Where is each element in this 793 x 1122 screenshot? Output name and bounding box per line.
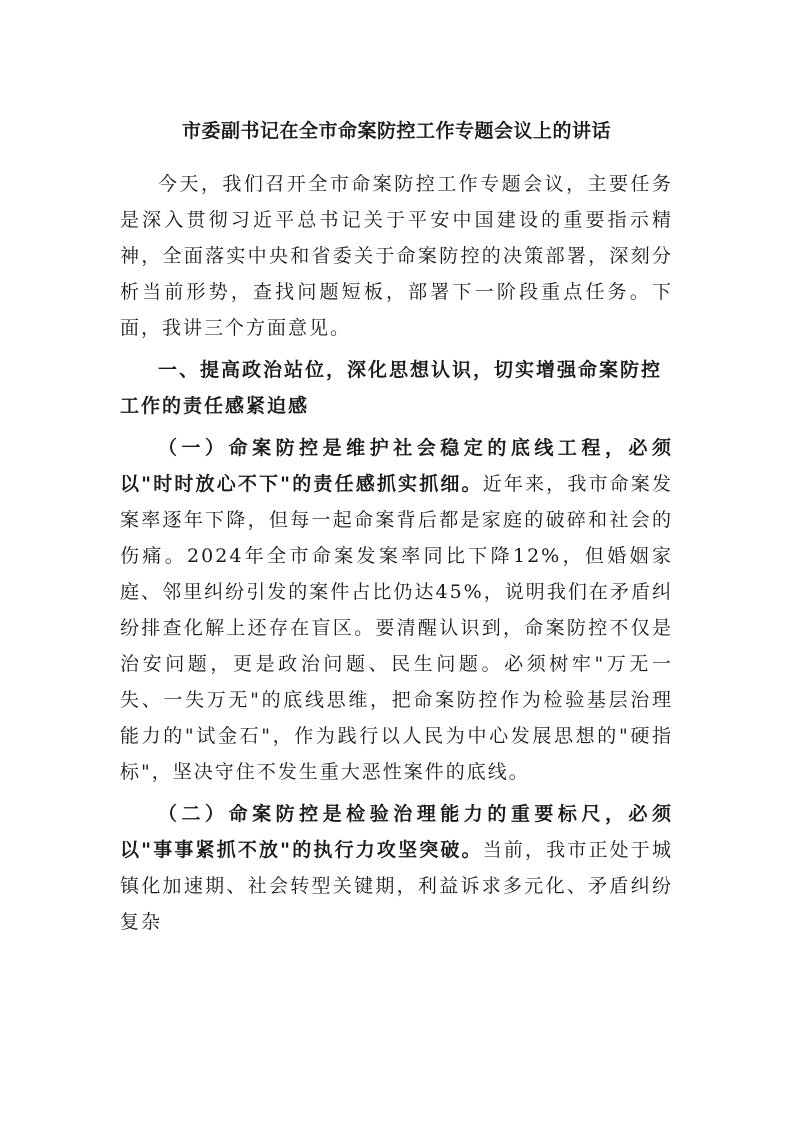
subsection-2-lead: （二）命案防控是检验治理能力的重要标尺，必须以"事事紧抓不放"的执行力攻坚突破。 <box>120 803 673 861</box>
section-1-heading: 一、提高政治站位，深化思想认识，切实增强命案防控工作的责任感紧迫感 <box>120 359 663 417</box>
subsection-1-paragraph <box>120 430 673 790</box>
subsection-2-paragraph <box>120 796 673 940</box>
subsection-1-body: 近年来，我市命案发案率逐年下降，但每一起命案背后都是家庭的破碎和社会的伤痛。2024年全市命案发案率同比下降12%，但婚姻家庭、邻里纠纷引发的案件占比仍达45%，说明我们在矛盾纠纷排查化解上还存在盲区。要清醒认识到，命案防控不仅是治安问题，更是政治问题、民生问题。必须树牢"万无一失、一失万无"的底线思维，把命案防控作为检验基层治理能力的"试金石"，作为践行以人民为中心发展思想的"硬指标"，坚决守住不发生重大恶性案件的底线。 <box>120 473 673 783</box>
document-title: 市委副书记在全市命案防控工作专题会议上的讲话 <box>181 120 611 142</box>
intro-paragraph: 今天，我们召开全市命案防控工作专题会议，主要任务是深入贯彻习近平总书记关于平安中国建设的重要指示精神，全面落实中央和省委关于命案防控的决策部署，深刻分析当前形势，查找问题短板，部署下一阶段重点任务。下面，我讲三个方面意见。 <box>120 173 673 339</box>
subsection-1-lead: （一）命案防控是维护社会稳定的底线工程，必须以"时时放心不下"的责任感抓实抓细。 <box>120 437 673 495</box>
subsection-2-body: 当前，我市正处于城镇化加速期、社会转型关键期，利益诉求多元化、矛盾纠纷复杂 <box>120 839 673 933</box>
